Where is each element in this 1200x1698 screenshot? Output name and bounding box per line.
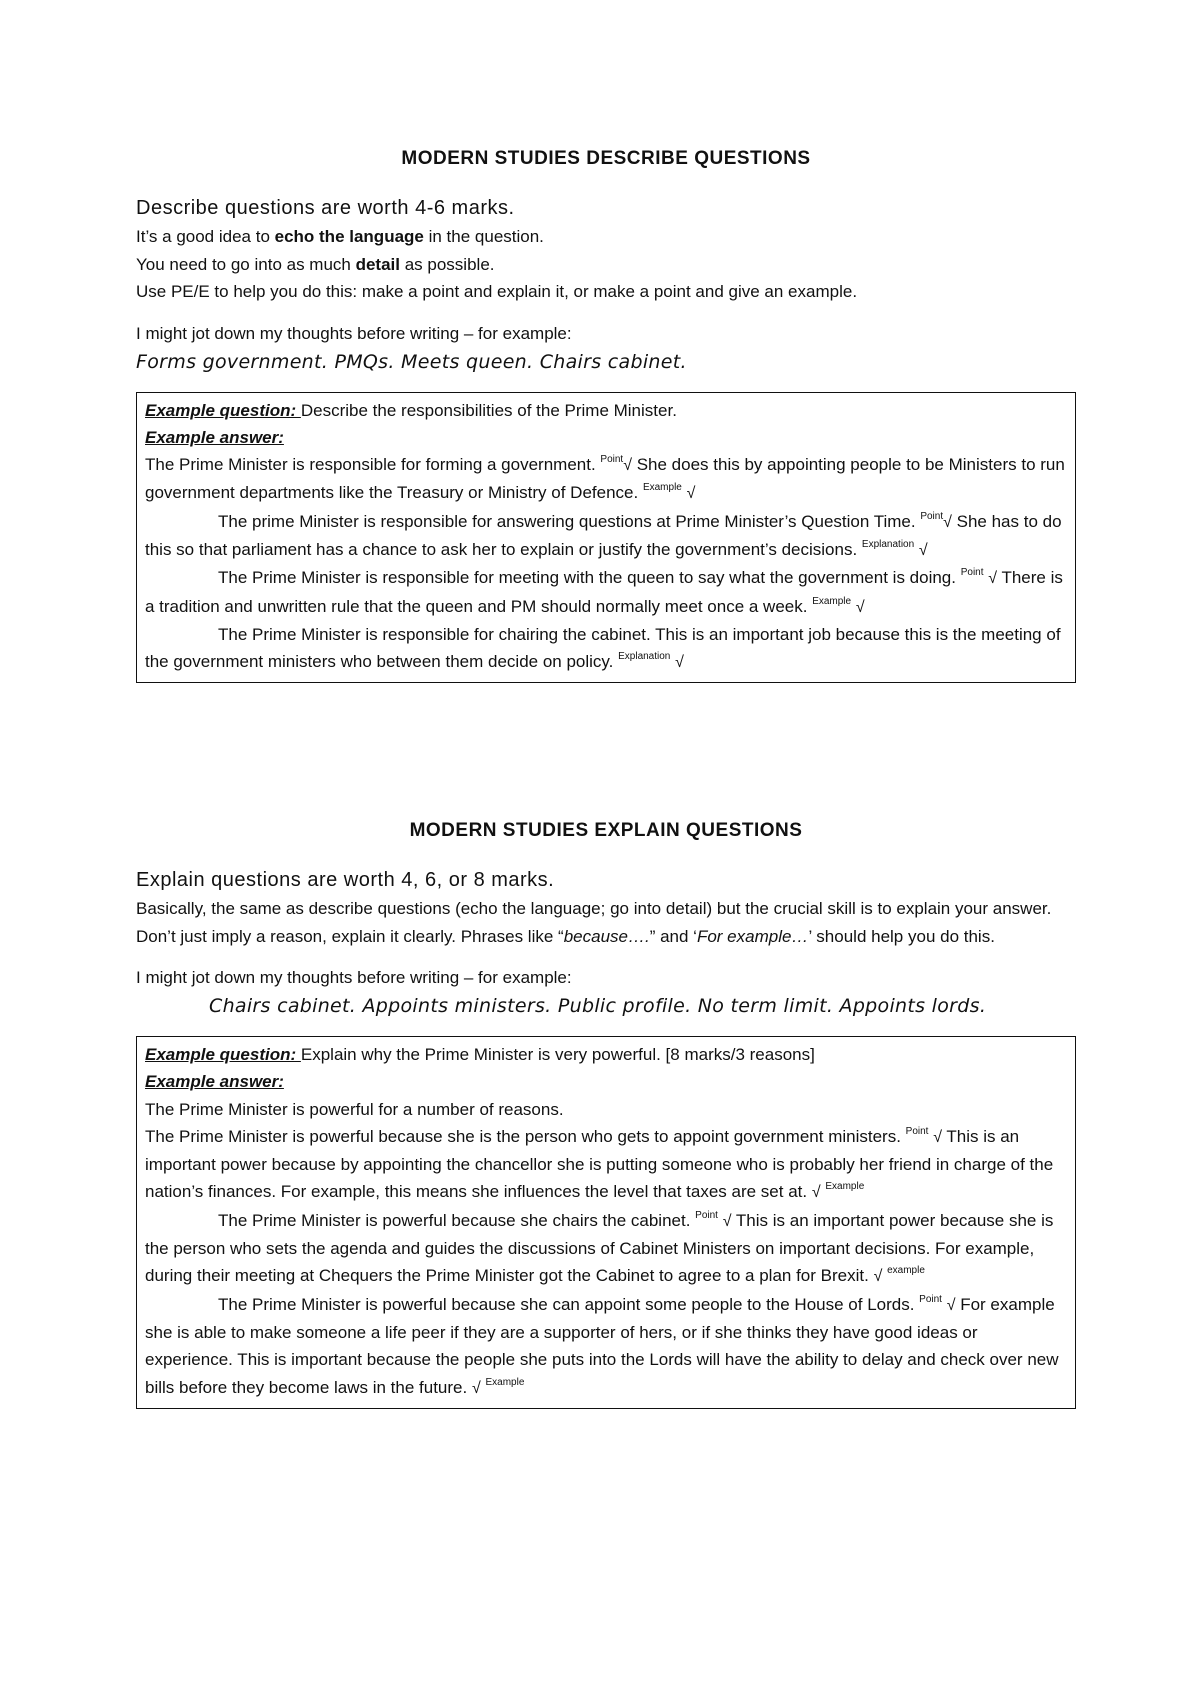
describe-answer-paragraph-2: The prime Minister is responsible for answering questions at Prime Minister’s Question Time. $^{Point}$√ She has to do this so that parliament has a chance to ask her to explain or justify the government’s decisions. $^{Explanation}$ √ bbox=[145, 510, 1062, 559]
describe-answer-paragraph-1: The Prime Minister is responsible for forming a government. $^{Point}$√ She does this by appointing people to be Ministers to run government departments like the Treasury or Ministry of Defence. $^{Example}$ √ bbox=[145, 454, 1065, 503]
explain-answer-paragraph-2: The Prime Minister is powerful because she chairs the cabinet. $^{Point}$ √ This is an important power because she is the person who sets the agenda and guides the discussions of Cabinet Ministers on important decisions. For example, during their meeting at Chequers the Prime Minister got the Cabinet to agree to a plan for Brexit. √ $^{example}$ bbox=[145, 1209, 1054, 1286]
explain-jot-line: I might jot down my thoughts before writing – for example: bbox=[136, 968, 572, 987]
describe-answer-paragraph-3: The Prime Minister is responsible for meeting with the queen to say what the government is doing. $^{Point}$ √ There is a tradition and unwritten rule that the queen and PM should normally meet once a week. $^{Example}$ √ bbox=[145, 567, 1063, 616]
explain-answer-intro: The Prime Minister is powerful for a number of reasons. bbox=[145, 1099, 564, 1119]
describe-example-question: Example question: Describe the responsibilities of the Prime Minister. bbox=[145, 400, 677, 420]
explain-answer-paragraph-1: The Prime Minister is powerful because she is the person who gets to appoint government ministers. $^{Point}$ √ This is an important power because by appointing the chancellor she is putting someone who is probably her friend in charge of the nation’s finances. For example, this means she influences the level that taxes are set at. √ $^{Example}$ bbox=[145, 1125, 1054, 1202]
explain-heading: MODERN STUDIES EXPLAIN QUESTIONS bbox=[409, 820, 803, 841]
explain-notes: Chairs cabinet. Appoints ministers. Public profile. No term limit. Appoints lords. bbox=[209, 995, 987, 1017]
explain-example-question: Example question: Explain why the Prime Minister is very powerful. [8 marks/3 reasons] bbox=[145, 1045, 815, 1064]
describe-example-answer-label: Example answer: bbox=[145, 427, 284, 447]
explain-basically-paragraph: Basically, the same as describe questions (echo the language; go into detail) but the crucial skill is to explain your answer. Don’t just imply a reason, explain it clearly. Phrases like “because….” and ‘For example…’ should help you do this. bbox=[136, 899, 1052, 946]
explain-answer-paragraph-3: The Prime Minister is powerful because she can appoint some people to the House of Lords. $^{Point}$ √ For example she is able to make someone a life peer if they are a supporter of hers, or if she thinks they have good ideas or experience. This is important because the people she puts into the Lords will have the ability to delay and check over new bills before they become laws in the future. √ $^{Example}$ bbox=[145, 1293, 1059, 1397]
explain-lead: Explain questions are worth 4, 6, or 8 marks. bbox=[136, 869, 555, 891]
describe-heading: MODERN STUDIES DESCRIBE QUESTIONS bbox=[401, 148, 811, 169]
describe-section bbox=[136, 148, 1076, 683]
detail-line: You need to go into as much detail as possible. bbox=[136, 254, 495, 274]
describe-answer-paragraph-4: The Prime Minister is responsible for chairing the cabinet. This is an important job because this is the meeting of the government ministers who between them decide on policy. $^{Explanation}$ √ bbox=[145, 624, 1061, 672]
echo-language-line: It’s a good idea to echo the language in the question. bbox=[136, 227, 544, 246]
pe-line: Use PE/E to help you do this: make a point and explain it, or make a point and give an example. bbox=[136, 282, 858, 301]
explain-example-answer-label: Example answer: bbox=[145, 1072, 284, 1092]
explain-example-box bbox=[136, 1036, 1076, 1409]
describe-jot-line: I might jot down my thoughts before writing – for example: bbox=[136, 323, 572, 343]
explain-section bbox=[136, 820, 1076, 1409]
describe-example-box bbox=[136, 392, 1076, 684]
describe-notes: Forms government. PMQs. Meets queen. Chairs cabinet. bbox=[136, 350, 687, 373]
describe-lead: Describe questions are worth 4-6 marks. bbox=[136, 197, 515, 219]
